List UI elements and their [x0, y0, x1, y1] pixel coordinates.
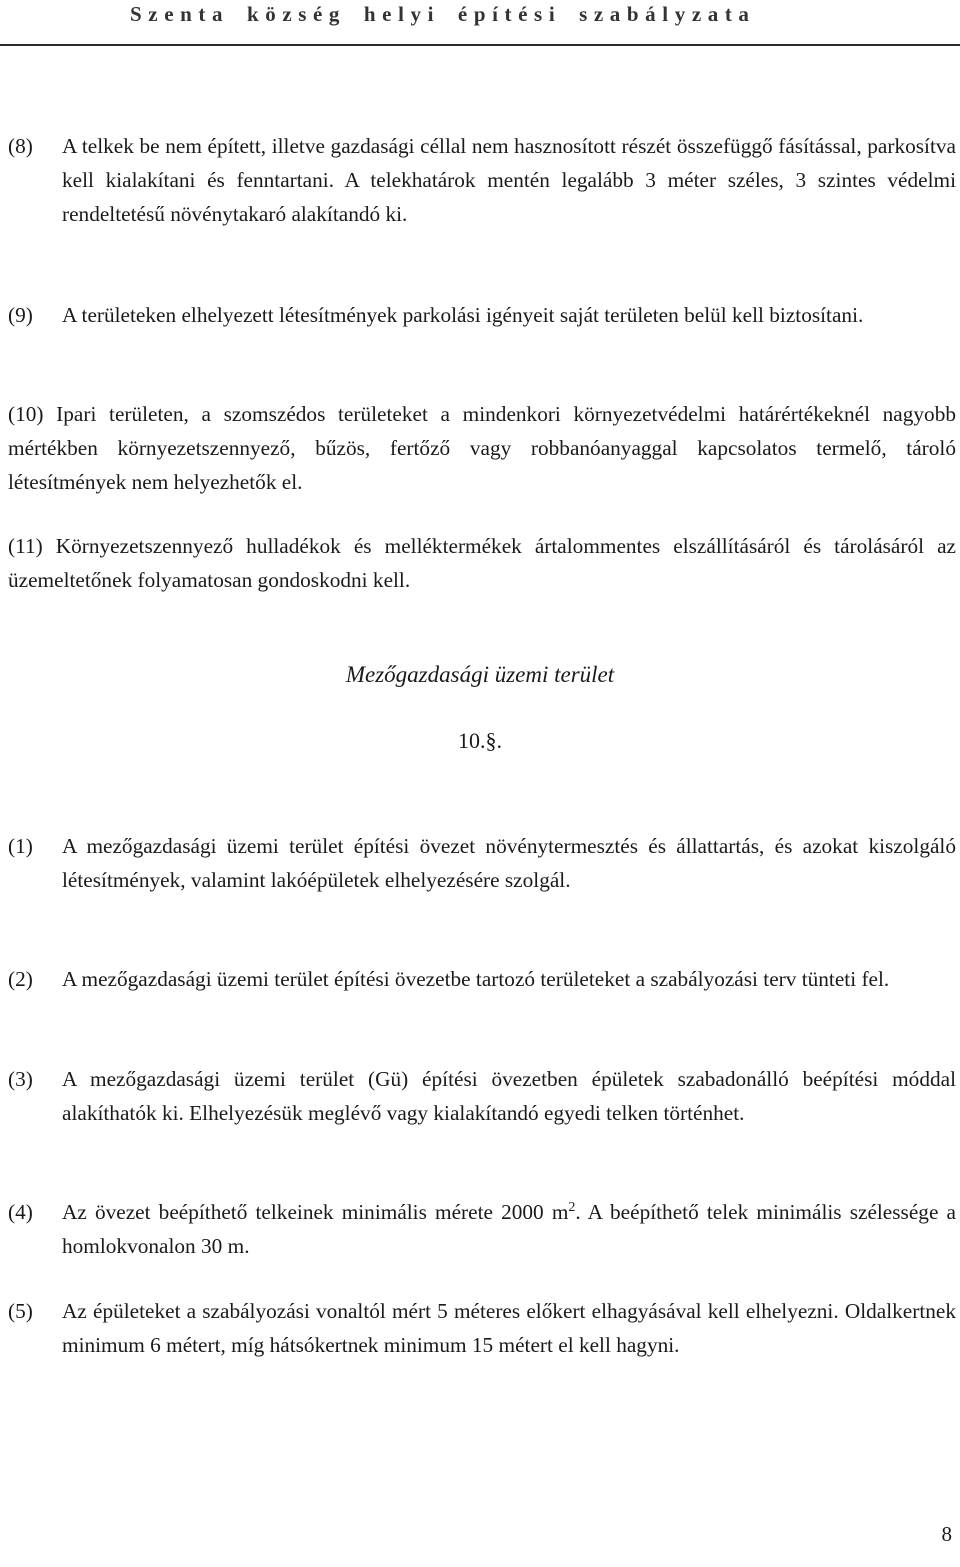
paragraph-2: [0, 962, 960, 996]
section-number: 10.§.: [458, 728, 502, 753]
paragraph-8: [0, 129, 960, 231]
paragraph-text: A területeken elhelyezett létesítmények parkolási igényeit saját területen belül kell biztosítani.: [62, 303, 864, 327]
paragraph-10: [0, 397, 960, 499]
paragraph-4: [0, 1195, 960, 1263]
paragraph-number: (5): [8, 1299, 33, 1323]
paragraph-body-end: . A beépíthető telek minimális szélessége a homlokvonalon 30 m.: [62, 1200, 956, 1258]
paragraph-number: (4): [8, 1200, 33, 1224]
paragraph-number: (8): [8, 134, 33, 158]
paragraph-11: [0, 529, 960, 597]
paragraph-9: [0, 298, 960, 332]
paragraph-number: (11): [8, 534, 43, 558]
paragraph-text: [8, 529, 956, 597]
section-title: Mezőgazdasági üzemi terület: [345, 662, 615, 687]
paragraph-number: (3): [8, 1067, 33, 1091]
paragraph-text: A telkek be nem épített, illetve gazdasági céllal nem hasznosított részét összefüggő fásítással, parkosítva kell kialakítani és fenntartani. A telekhatárok mentén legalább 3 méter széles, 3 szintes védelmi rendeltetésű növénytakaró alakítandó ki.: [62, 134, 956, 226]
paragraph-number: (1): [8, 834, 33, 858]
page-number: 8: [941, 1522, 952, 1546]
paragraph-text: A mezőgazdasági üzemi terület (Gü) építési övezetben épületek szabadonálló beépítési móddal alakíthatók ki. Elhelyezésük meglévő vagy kialakítandó egyedi telken történhet.: [62, 1067, 956, 1125]
paragraph-5: [0, 1294, 960, 1362]
paragraph-text: Az épületeket a szabályozási vonaltól mért 5 méteres előkert elhagyásával kell elhelyezni. Oldalkertnek minimum 6 métert, míg hátsókertnek minimum 15 métert el kell hagyni.: [62, 1299, 956, 1357]
superscript: 2: [568, 1199, 576, 1215]
paragraph-3: [0, 1062, 960, 1130]
page-header: [0, 0, 960, 46]
paragraph-text: A mezőgazdasági üzemi terület építési övezetbe tartozó területeket a szabályozási terv tünteti fel.: [62, 967, 890, 991]
paragraph-body: Ipari területen, a szomszédos területeket a mindenkori környezetvédelmi határértékeknél nagyobb mértékben környezetszennyező, bűzös, fertőző vagy robbanóanyaggal kapcsolatos termelő, tároló létesítmények nem helyezhetők el.: [8, 402, 956, 494]
paragraph-1: [0, 829, 960, 897]
paragraph-body-start: Az övezet beépíthető telkeinek minimális mérete 2000 m: [62, 1200, 569, 1224]
paragraph-number: (9): [8, 303, 33, 327]
paragraph-number: (10): [8, 402, 44, 426]
paragraph-text: [8, 397, 956, 499]
paragraph-text: A mezőgazdasági üzemi terület építési övezet növénytermesztés és állattartás, és azokat kiszolgáló létesítmények, valamint lakóépületek elhelyezésére szolgál.: [62, 834, 956, 892]
header-title: Szenta község helyi építési szabályzata: [130, 2, 756, 26]
paragraph-body: Környezetszennyező hulladékok és melléktermékek ártalommentes elszállításáról és tárolásáról az üzemeltetőnek folyamatosan gondoskodni kell.: [8, 534, 956, 592]
paragraph-number: (2): [8, 967, 33, 991]
paragraph-text: [62, 1195, 956, 1263]
